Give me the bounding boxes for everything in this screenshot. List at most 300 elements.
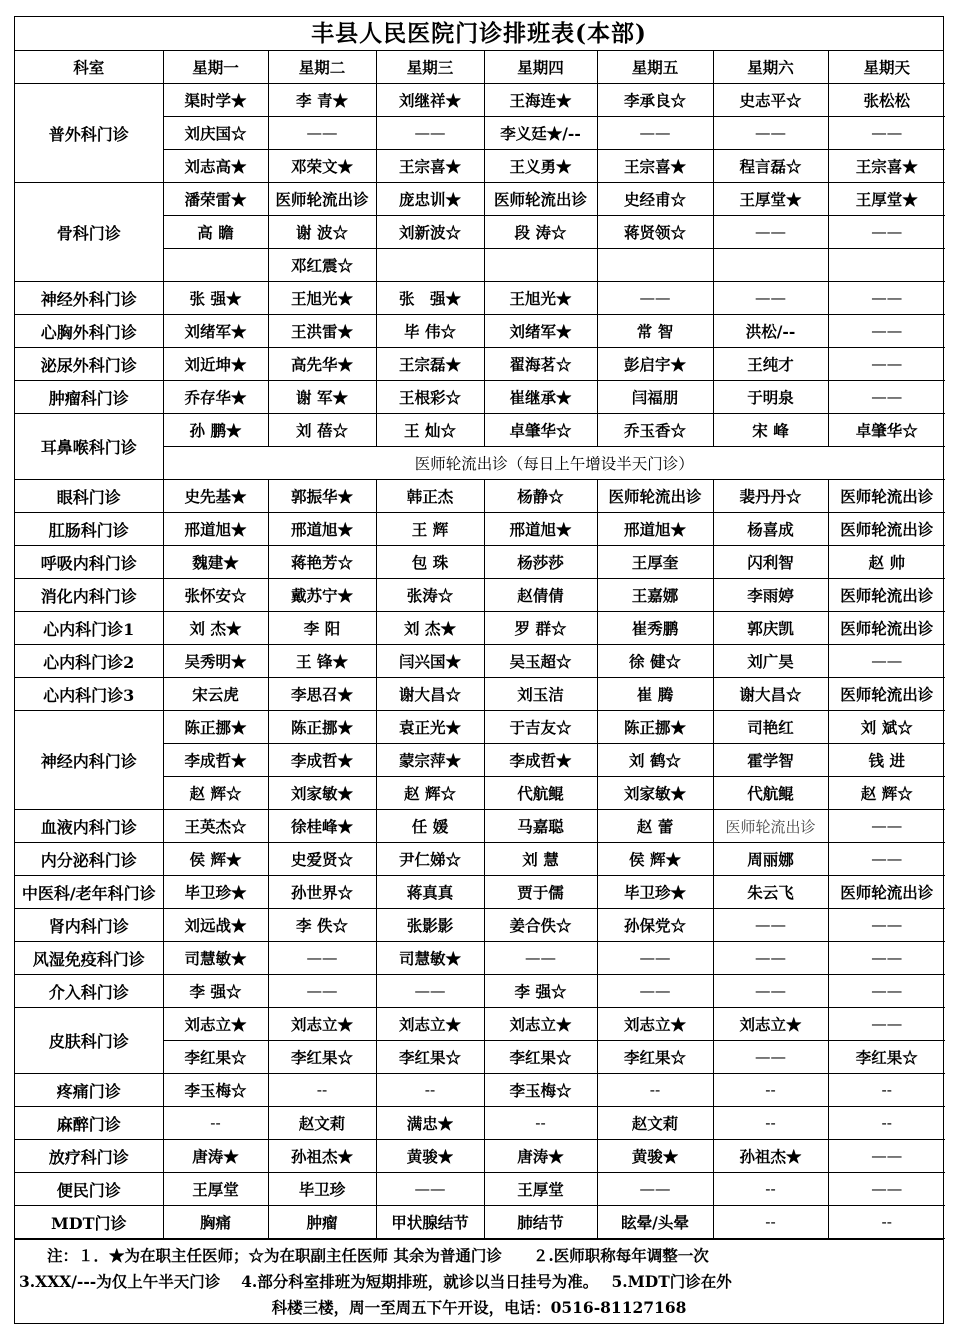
schedule-cell: 袁正光★ <box>376 711 484 744</box>
schedule-cell: —— <box>376 117 484 150</box>
schedule-cell: —— <box>828 942 945 975</box>
table-row <box>15 84 945 117</box>
schedule-cell: 王宗磊★ <box>376 348 484 381</box>
schedule-cell: 张 强★ <box>163 282 268 315</box>
header-day: 星期五 <box>597 51 713 84</box>
schedule-cell: —— <box>597 975 713 1008</box>
schedule-cell: 医师轮流出诊 <box>828 612 945 645</box>
schedule-cell: —— <box>713 909 828 942</box>
table-row <box>15 381 945 414</box>
schedule-cell: 蒋艳芳☆ <box>268 546 376 579</box>
schedule-sheet <box>14 16 944 1324</box>
table-row <box>15 315 945 348</box>
schedule-cell: 钱 进 <box>828 744 945 777</box>
schedule-cell: —— <box>828 282 945 315</box>
schedule-cell: —— <box>268 942 376 975</box>
schedule-cell: 谢大昌☆ <box>376 678 484 711</box>
schedule-cell: 魏建★ <box>163 546 268 579</box>
dept-cell: 普外科门诊 <box>15 84 163 183</box>
schedule-body <box>15 51 945 1239</box>
schedule-cell: —— <box>828 117 945 150</box>
schedule-cell: 李 强☆ <box>163 975 268 1008</box>
schedule-cell: 卓肇华☆ <box>828 414 945 447</box>
schedule-cell: 张影影 <box>376 909 484 942</box>
table-row <box>15 678 945 711</box>
schedule-cell: 孙 鹏★ <box>163 414 268 447</box>
schedule-cell: 邓红震☆ <box>268 249 376 282</box>
schedule-cell: 崔继承★ <box>484 381 597 414</box>
dept-cell: 内分泌科门诊 <box>15 843 163 876</box>
schedule-cell: 医师轮流出诊 <box>828 480 945 513</box>
schedule-cell: 尹仁娣☆ <box>376 843 484 876</box>
schedule-cell: 李承良☆ <box>597 84 713 117</box>
schedule-cell: 孙祖杰★ <box>268 1140 376 1173</box>
schedule-cell: 李 佚☆ <box>268 909 376 942</box>
schedule-cell: 刘绪军★ <box>163 315 268 348</box>
schedule-cell: 崔 腾 <box>597 678 713 711</box>
schedule-cell: 洪松/-- <box>713 315 828 348</box>
schedule-cell: 李红果☆ <box>163 1041 268 1074</box>
schedule-cell: 李 强☆ <box>484 975 597 1008</box>
schedule-cell: 刘 杰★ <box>376 612 484 645</box>
dept-cell: 心内科门诊3 <box>15 678 163 711</box>
header-row <box>15 51 945 84</box>
schedule-cell: -- <box>713 1074 828 1107</box>
schedule-cell: 刘志立★ <box>597 1008 713 1041</box>
schedule-cell: 谢 波☆ <box>268 216 376 249</box>
schedule-cell: 李玉梅☆ <box>484 1074 597 1107</box>
table-row <box>15 843 945 876</box>
schedule-cell: 李成哲★ <box>484 744 597 777</box>
schedule-cell: -- <box>828 1107 945 1140</box>
schedule-cell: 包 珠 <box>376 546 484 579</box>
schedule-cell: 医师轮流出诊 <box>828 579 945 612</box>
schedule-cell: 于吉友☆ <box>484 711 597 744</box>
schedule-cell: 李雨婷 <box>713 579 828 612</box>
schedule-cell: —— <box>713 975 828 1008</box>
schedule-cell: 孙保党☆ <box>597 909 713 942</box>
schedule-cell: 王 锋★ <box>268 645 376 678</box>
table-row <box>15 513 945 546</box>
table-row <box>15 1173 945 1206</box>
header-day: 星期四 <box>484 51 597 84</box>
schedule-cell: 邢道旭★ <box>597 513 713 546</box>
schedule-cell: 胸痛 <box>163 1206 268 1239</box>
schedule-cell <box>484 249 597 282</box>
schedule-cell: 刘家敏★ <box>597 777 713 810</box>
schedule-cell: 卓肇华☆ <box>484 414 597 447</box>
table-row <box>15 282 945 315</box>
schedule-cell: 孙世界☆ <box>268 876 376 909</box>
schedule-cell: 毕卫珍★ <box>163 876 268 909</box>
header-day: 星期天 <box>828 51 945 84</box>
schedule-cell: 王厚堂★ <box>828 183 945 216</box>
schedule-cell: 张涛☆ <box>376 579 484 612</box>
schedule-cell: 李 阳 <box>268 612 376 645</box>
table-row <box>15 711 945 744</box>
dept-cell: 消化内科门诊 <box>15 579 163 612</box>
schedule-cell: 王厚堂★ <box>713 183 828 216</box>
dept-cell: 风湿免疫科门诊 <box>15 942 163 975</box>
schedule-cell: 刘志立★ <box>163 1008 268 1041</box>
dept-cell: 肛肠科门诊 <box>15 513 163 546</box>
dept-cell: 介入科门诊 <box>15 975 163 1008</box>
schedule-cell: -- <box>713 1206 828 1239</box>
schedule-cell: 刘广昊 <box>713 645 828 678</box>
schedule-cell: 刘新波☆ <box>376 216 484 249</box>
schedule-cell: 宋 峰 <box>713 414 828 447</box>
schedule-cell <box>597 249 713 282</box>
schedule-cell: -- <box>713 1107 828 1140</box>
schedule-cell: 陈正挪★ <box>268 711 376 744</box>
schedule-cell: 赵 辉☆ <box>163 777 268 810</box>
schedule-cell: —— <box>828 216 945 249</box>
schedule-cell: 王海连★ <box>484 84 597 117</box>
schedule-cell: 医师轮流出诊 <box>713 810 828 843</box>
schedule-cell: 彭启宇★ <box>597 348 713 381</box>
schedule-cell: 赵 帅 <box>828 546 945 579</box>
schedule-cell <box>163 249 268 282</box>
schedule-cell: 邢道旭★ <box>163 513 268 546</box>
schedule-cell: 段 涛☆ <box>484 216 597 249</box>
schedule-cell: 韩正杰 <box>376 480 484 513</box>
schedule-cell: 王厚奎 <box>597 546 713 579</box>
schedule-cell: 医师轮流出诊 <box>828 876 945 909</box>
schedule-cell: —— <box>597 942 713 975</box>
schedule-cell: 蒋贤领☆ <box>597 216 713 249</box>
table-row <box>15 480 945 513</box>
schedule-cell: 李 青★ <box>268 84 376 117</box>
schedule-cell: 杨莎莎 <box>484 546 597 579</box>
schedule-cell: 刘 鹤☆ <box>597 744 713 777</box>
schedule-cell: —— <box>268 117 376 150</box>
schedule-cell: 姜合佚☆ <box>484 909 597 942</box>
schedule-cell: 崔秀鹏 <box>597 612 713 645</box>
schedule-cell: 闪利智 <box>713 546 828 579</box>
schedule-cell: 王厚堂 <box>163 1173 268 1206</box>
table-row <box>15 1107 945 1140</box>
schedule-cell: 李红果☆ <box>376 1041 484 1074</box>
schedule-cell: 医师轮流出诊 <box>484 183 597 216</box>
schedule-table <box>15 51 945 1239</box>
dept-cell: 神经外科门诊 <box>15 282 163 315</box>
schedule-cell: 高先华★ <box>268 348 376 381</box>
schedule-cell: 裴丹丹☆ <box>713 480 828 513</box>
schedule-cell: 陈正挪★ <box>597 711 713 744</box>
dept-cell: 皮肤科门诊 <box>15 1008 163 1074</box>
dept-cell: MDT门诊 <box>15 1206 163 1239</box>
schedule-cell: -- <box>484 1107 597 1140</box>
schedule-cell: 黄骏★ <box>597 1140 713 1173</box>
schedule-cell: —— <box>597 282 713 315</box>
schedule-cell: 李思召★ <box>268 678 376 711</box>
schedule-cell: 刘志高★ <box>163 150 268 183</box>
schedule-cell: —— <box>828 909 945 942</box>
table-row <box>15 183 945 216</box>
schedule-cell: —— <box>828 1008 945 1041</box>
dept-cell: 中医科/老年科门诊 <box>15 876 163 909</box>
schedule-cell: 史经甫☆ <box>597 183 713 216</box>
schedule-cell: —— <box>828 381 945 414</box>
note-line: 科楼三楼，周一至周五下午开设，电话：0516-81127168 <box>271 1298 687 1317</box>
table-row <box>15 909 945 942</box>
schedule-cell: 庞忠训★ <box>376 183 484 216</box>
dept-cell: 呼吸内科门诊 <box>15 546 163 579</box>
schedule-cell: 医师轮流出诊 <box>828 513 945 546</box>
schedule-cell: 王义勇★ <box>484 150 597 183</box>
schedule-cell: 蒙宗萍★ <box>376 744 484 777</box>
schedule-cell: 杨喜成 <box>713 513 828 546</box>
schedule-cell: 史爱贤☆ <box>268 843 376 876</box>
schedule-cell: 乔存华★ <box>163 381 268 414</box>
schedule-cell: 满忠★ <box>376 1107 484 1140</box>
schedule-cell: 刘志立★ <box>376 1008 484 1041</box>
dept-cell: 肿瘤科门诊 <box>15 381 163 414</box>
table-row <box>15 348 945 381</box>
schedule-cell: 刘远战★ <box>163 909 268 942</box>
schedule-cell: 吴玉超☆ <box>484 645 597 678</box>
schedule-cell: 刘 斌☆ <box>828 711 945 744</box>
schedule-cell: 王宗喜★ <box>597 150 713 183</box>
schedule-cell: —— <box>828 810 945 843</box>
schedule-cell: 赵倩倩 <box>484 579 597 612</box>
schedule-cell: 杨静☆ <box>484 480 597 513</box>
page-title: 丰县人民医院门诊排班表(本部) <box>15 17 943 51</box>
schedule-cell: 刘家敏★ <box>268 777 376 810</box>
schedule-cell <box>828 249 945 282</box>
table-row <box>15 942 945 975</box>
schedule-cell: -- <box>597 1074 713 1107</box>
table-row <box>15 975 945 1008</box>
schedule-cell: 甲状腺结节 <box>376 1206 484 1239</box>
schedule-cell: 黄骏★ <box>376 1140 484 1173</box>
dept-cell: 血液内科门诊 <box>15 810 163 843</box>
schedule-cell: 赵文莉 <box>597 1107 713 1140</box>
schedule-cell: 代航鲲 <box>713 777 828 810</box>
schedule-cell: 王 辉 <box>376 513 484 546</box>
table-row <box>15 876 945 909</box>
schedule-cell: 郭庆凯 <box>713 612 828 645</box>
schedule-cell: —— <box>376 1173 484 1206</box>
schedule-cell: 徐桂峰★ <box>268 810 376 843</box>
schedule-cell: 吴秀明★ <box>163 645 268 678</box>
schedule-cell: -- <box>268 1074 376 1107</box>
schedule-cell: —— <box>713 1041 828 1074</box>
schedule-cell: 刘 蓓☆ <box>268 414 376 447</box>
schedule-cell: 常 智 <box>597 315 713 348</box>
schedule-cell: 赵文莉 <box>268 1107 376 1140</box>
schedule-cell: —— <box>713 282 828 315</box>
schedule-cell: 史志平☆ <box>713 84 828 117</box>
schedule-cell: —— <box>713 942 828 975</box>
schedule-cell: 王纯才 <box>713 348 828 381</box>
schedule-cell: 高 瞻 <box>163 216 268 249</box>
schedule-cell: 贾于儒 <box>484 876 597 909</box>
dept-cell: 放疗科门诊 <box>15 1140 163 1173</box>
schedule-cell: 司慧敏★ <box>163 942 268 975</box>
schedule-cell: 王洪雷★ <box>268 315 376 348</box>
schedule-cell: 张 强★ <box>376 282 484 315</box>
schedule-cell: 侯 辉★ <box>163 843 268 876</box>
schedule-cell: -- <box>828 1206 945 1239</box>
merged-cell: 医师轮流出诊（每日上午增设半天门诊） <box>163 447 945 480</box>
table-row <box>15 1206 945 1239</box>
table-row <box>15 1074 945 1107</box>
schedule-cell: 程言磊☆ <box>713 150 828 183</box>
schedule-cell: —— <box>828 1140 945 1173</box>
schedule-cell: 王 灿☆ <box>376 414 484 447</box>
notes-section <box>15 1239 943 1323</box>
table-row <box>15 810 945 843</box>
schedule-cell: 朱云飞 <box>713 876 828 909</box>
schedule-cell: 赵 辉☆ <box>376 777 484 810</box>
schedule-cell: 刘 杰★ <box>163 612 268 645</box>
schedule-cell: 戴苏宁★ <box>268 579 376 612</box>
schedule-cell: 谢大昌☆ <box>713 678 828 711</box>
schedule-cell: 刘绪军★ <box>484 315 597 348</box>
schedule-cell: 肺结节 <box>484 1206 597 1239</box>
table-row <box>15 414 945 447</box>
dept-cell: 眼科门诊 <box>15 480 163 513</box>
schedule-cell: —— <box>597 117 713 150</box>
schedule-cell: 刘志立★ <box>268 1008 376 1041</box>
schedule-cell: 王宗喜★ <box>376 150 484 183</box>
schedule-cell: 李红果☆ <box>268 1041 376 1074</box>
schedule-cell: 李红果☆ <box>597 1041 713 1074</box>
schedule-cell: 刘庆国☆ <box>163 117 268 150</box>
schedule-cell: 司艳红 <box>713 711 828 744</box>
schedule-cell: 李成哲★ <box>268 744 376 777</box>
schedule-cell: 侯 辉★ <box>597 843 713 876</box>
dept-cell: 心内科门诊1 <box>15 612 163 645</box>
schedule-cell: 毕卫珍★ <box>597 876 713 909</box>
schedule-cell: -- <box>828 1074 945 1107</box>
schedule-cell: 宋云虎 <box>163 678 268 711</box>
schedule-cell: 邢道旭★ <box>484 513 597 546</box>
schedule-cell: 医师轮流出诊 <box>828 678 945 711</box>
dept-cell: 麻醉门诊 <box>15 1107 163 1140</box>
schedule-cell: —— <box>713 117 828 150</box>
schedule-cell: 谢 军★ <box>268 381 376 414</box>
schedule-cell: —— <box>828 843 945 876</box>
schedule-cell: 毕卫珍 <box>268 1173 376 1206</box>
schedule-cell: 霍学智 <box>713 744 828 777</box>
schedule-cell: 李义廷★/-- <box>484 117 597 150</box>
schedule-cell: 孙祖杰★ <box>713 1140 828 1173</box>
schedule-cell: 周丽娜 <box>713 843 828 876</box>
dept-cell: 神经内科门诊 <box>15 711 163 810</box>
dept-cell: 心胸外科门诊 <box>15 315 163 348</box>
schedule-cell: —— <box>376 975 484 1008</box>
schedule-cell: —— <box>828 315 945 348</box>
dept-cell: 骨科门诊 <box>15 183 163 282</box>
schedule-cell: 陈正挪★ <box>163 711 268 744</box>
schedule-cell: 代航鲲 <box>484 777 597 810</box>
schedule-cell: —— <box>713 216 828 249</box>
schedule-cell: -- <box>163 1107 268 1140</box>
header-day: 星期二 <box>268 51 376 84</box>
schedule-cell: —— <box>484 942 597 975</box>
schedule-cell: —— <box>597 1173 713 1206</box>
schedule-cell: 马嘉聪 <box>484 810 597 843</box>
schedule-cell: 唐涛★ <box>163 1140 268 1173</box>
schedule-cell: 刘继祥★ <box>376 84 484 117</box>
schedule-cell: 赵 蕾 <box>597 810 713 843</box>
table-row <box>15 612 945 645</box>
dept-cell: 泌尿外科门诊 <box>15 348 163 381</box>
schedule-cell: 刘玉洁 <box>484 678 597 711</box>
schedule-cell <box>713 249 828 282</box>
header-day: 星期一 <box>163 51 268 84</box>
schedule-cell: 邢道旭★ <box>268 513 376 546</box>
schedule-cell: —— <box>828 645 945 678</box>
header-day: 星期六 <box>713 51 828 84</box>
note-line: 3.XXX/---为仅上午半天门诊 4.部分科室排班为短期排班，就诊以当日挂号为准。 5.MDT门诊在外 <box>19 1272 732 1291</box>
schedule-cell: 王旭光★ <box>484 282 597 315</box>
schedule-cell: 翟海茗☆ <box>484 348 597 381</box>
schedule-cell: 医师轮流出诊 <box>268 183 376 216</box>
schedule-cell: 李成哲★ <box>163 744 268 777</box>
schedule-cell: 王旭光★ <box>268 282 376 315</box>
schedule-cell: 眩晕/头晕 <box>597 1206 713 1239</box>
schedule-cell: 李玉梅☆ <box>163 1074 268 1107</box>
schedule-cell <box>376 249 484 282</box>
schedule-cell: 闫兴国★ <box>376 645 484 678</box>
schedule-cell: 李红果☆ <box>828 1041 945 1074</box>
schedule-cell: 肿瘤 <box>268 1206 376 1239</box>
schedule-cell: 郭振华★ <box>268 480 376 513</box>
schedule-cell: 张松松 <box>828 84 945 117</box>
schedule-cell: -- <box>713 1173 828 1206</box>
schedule-cell: 毕 伟☆ <box>376 315 484 348</box>
schedule-cell: -- <box>376 1074 484 1107</box>
table-row <box>15 1008 945 1041</box>
schedule-cell: 王宗喜★ <box>828 150 945 183</box>
schedule-cell: 赵 辉☆ <box>828 777 945 810</box>
schedule-cell: 蒋真真 <box>376 876 484 909</box>
schedule-cell: —— <box>828 348 945 381</box>
schedule-cell: 闫福朋 <box>597 381 713 414</box>
schedule-cell: 医师轮流出诊 <box>597 480 713 513</box>
schedule-cell: 于明泉 <box>713 381 828 414</box>
schedule-cell: 王英杰☆ <box>163 810 268 843</box>
schedule-cell: 张怀安☆ <box>163 579 268 612</box>
schedule-cell: 乔玉香☆ <box>597 414 713 447</box>
dept-cell: 肾内科门诊 <box>15 909 163 942</box>
schedule-cell: 罗 群☆ <box>484 612 597 645</box>
schedule-cell: —— <box>268 975 376 1008</box>
schedule-cell: 刘志立★ <box>713 1008 828 1041</box>
dept-cell: 心内科门诊2 <box>15 645 163 678</box>
schedule-cell: 李红果☆ <box>484 1041 597 1074</box>
schedule-cell: 唐涛★ <box>484 1140 597 1173</box>
schedule-cell: 司慧敏★ <box>376 942 484 975</box>
schedule-cell: 潘荣雷★ <box>163 183 268 216</box>
schedule-cell: 刘近坤★ <box>163 348 268 381</box>
dept-cell: 耳鼻喉科门诊 <box>15 414 163 480</box>
schedule-cell: 任 媛 <box>376 810 484 843</box>
table-row <box>15 1140 945 1173</box>
dept-cell: 疼痛门诊 <box>15 1074 163 1107</box>
schedule-cell: 刘 慧 <box>484 843 597 876</box>
dept-cell: 便民门诊 <box>15 1173 163 1206</box>
schedule-cell: 王根彩☆ <box>376 381 484 414</box>
header-dept: 科室 <box>15 51 163 84</box>
schedule-cell: —— <box>828 975 945 1008</box>
schedule-cell: 刘志立★ <box>484 1008 597 1041</box>
schedule-cell: 邓荣文★ <box>268 150 376 183</box>
schedule-cell: —— <box>828 1173 945 1206</box>
